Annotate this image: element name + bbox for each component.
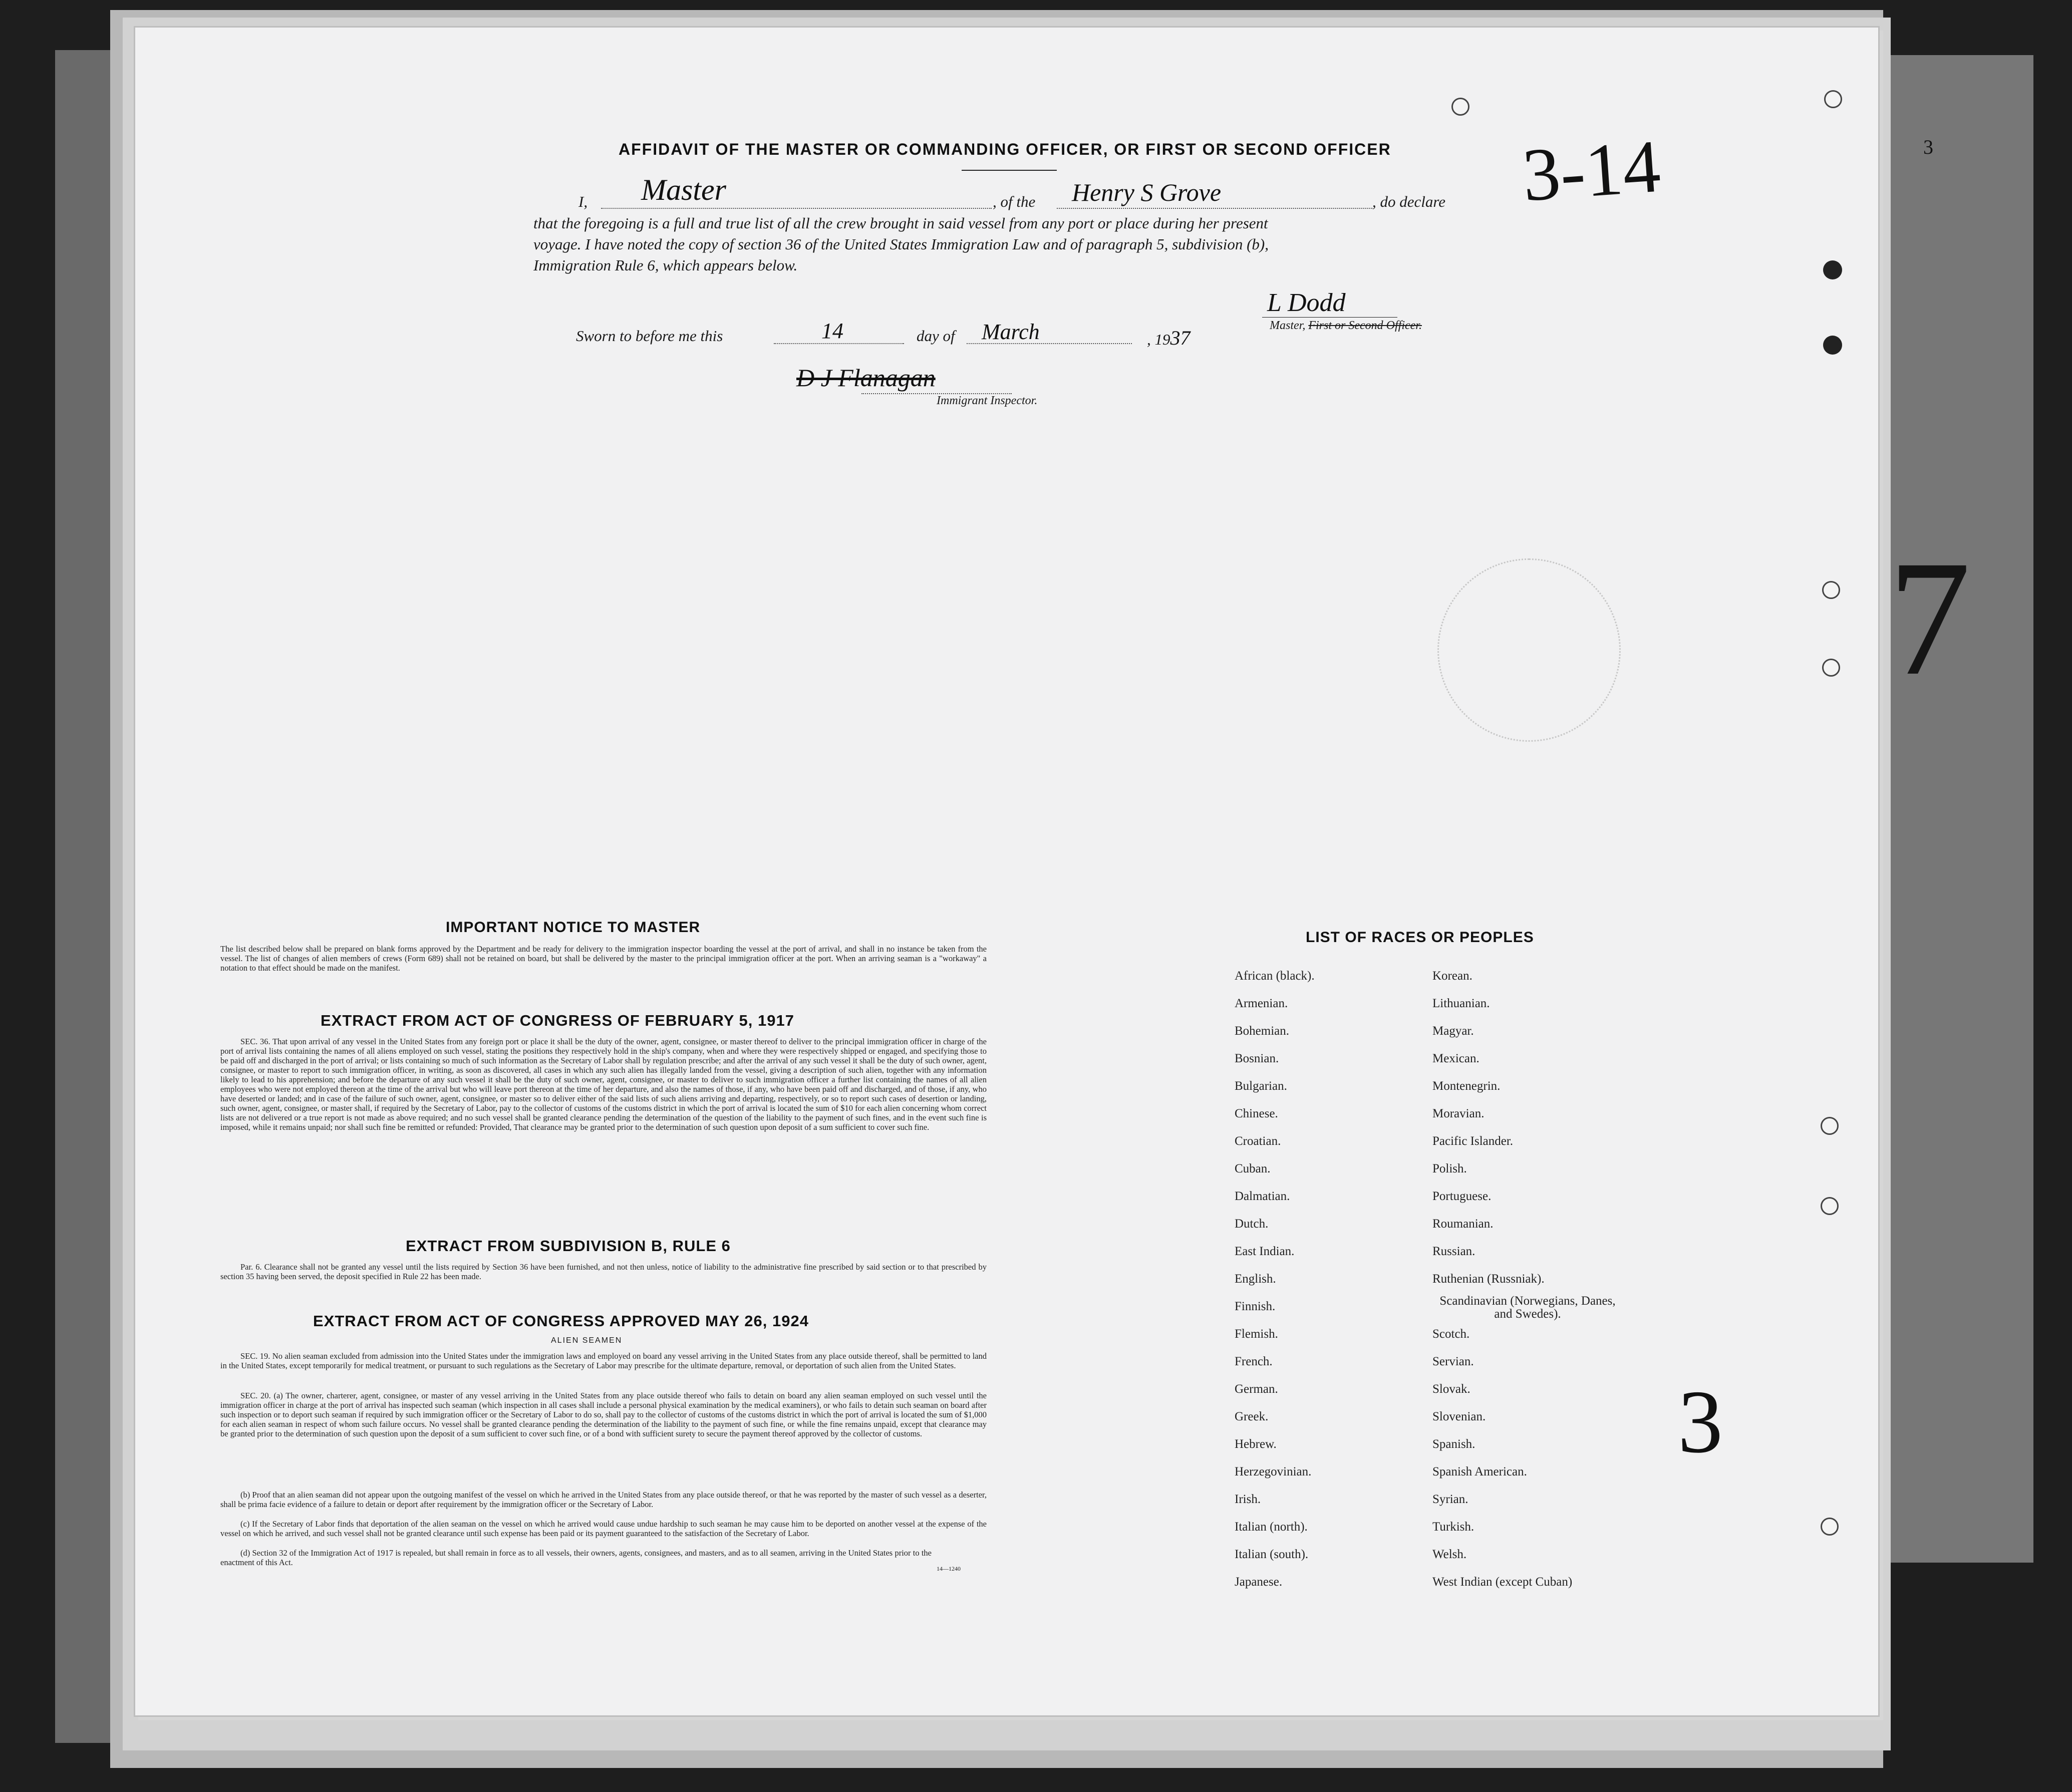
notice-body: The list described below shall be prepared on blank forms approved by the Department and be ready for delivery to the immigration inspector boarding the vessel at the port of arrival, and shall in no instance be taken from the vessel. The list of changes of alien members of crews (Form 689) shall not be retained on board, but shall be delivered by the master to the principal immigration officer at the port. When an arriving seaman is a "workaway" a notation to that effect should be made on the manifest. <box>220 944 987 973</box>
race-left: Croatian. <box>1235 1134 1281 1148</box>
race-left: Dutch. <box>1235 1217 1269 1231</box>
race-right: West Indian (except Cuban) <box>1432 1575 1573 1589</box>
binder-hole <box>1821 1117 1839 1135</box>
race-left: Italian (north). <box>1235 1520 1308 1534</box>
extract-1924-title: EXTRACT FROM ACT OF CONGRESS APPROVED MAY 26, 1924 <box>313 1312 809 1330</box>
race-left: Cuban. <box>1235 1162 1271 1175</box>
year-suffix: 37 <box>1170 327 1191 349</box>
race-right: Syrian. <box>1432 1492 1468 1506</box>
extract-1924-sec20a: SEC. 20. (a) The owner, charterer, agent, consignee, or master of any vessel arriving in the United States from any place outside thereof who fails to detain on board any alien seaman employed on such vessel until the immigration officer in charge at the port of arrival has inspected such seaman (which inspection in all cases shall include a personal physical examination by the medical examiners), or who fails to detain such seaman on board after such inspection or to deport such seaman if required by such immigration officer or the Secretary of Labor to do so, shall pay to the collector of customs of the customs district in which the port of arrival is located the sum of $1,000 for each alien seaman in respect of whom such failure occurs. No vessel shall be granted clearance pending the determination of the liability to the payment of such fine, or while the fine remains unpaid, except that clearance may be granted prior to the determination of such question upon the deposit of a sum sufficient to cover such fine, or of a bond with sufficient surety to secure the payment thereof approved by the collector of customs. <box>220 1391 987 1438</box>
signer-caption-struck: First or Second Officer. <box>1308 319 1422 332</box>
sworn-label: Sworn to before me this <box>576 327 723 345</box>
race-right: Roumanian. <box>1432 1217 1494 1231</box>
race-right: Scotch. <box>1432 1327 1470 1341</box>
race-right: Moravian. <box>1432 1107 1485 1120</box>
title-rule <box>962 170 1057 171</box>
race-left: French. <box>1235 1355 1273 1368</box>
race-right: Korean. <box>1432 969 1472 983</box>
extract-1924-subtitle: ALIEN SEAMEN <box>551 1336 623 1345</box>
race-left: Hebrew. <box>1235 1437 1277 1451</box>
vessel-field-line <box>1057 208 1372 209</box>
race-right: Spanish. <box>1432 1437 1475 1451</box>
race-left: Herzegovinian. <box>1235 1465 1312 1478</box>
affidavit-i-label: I, <box>578 193 588 210</box>
races-title: LIST OF RACES OR PEOPLES <box>1306 929 1534 946</box>
race-right: Spanish American. <box>1432 1465 1527 1478</box>
race-left: Bohemian. <box>1235 1024 1290 1038</box>
binder-hole <box>1824 90 1842 108</box>
race-left: Armenian. <box>1235 997 1288 1010</box>
affidavit-line-3: voyage. I have noted the copy of section 36 of the United States Immigration Law and of paragraph 5, subdivision (b), <box>533 235 1269 253</box>
of-the-label: , of the <box>993 193 1036 210</box>
signature-line <box>1262 317 1397 318</box>
extract-1924-sec20d: (d) Section 32 of the Immigration Act of 1917 is repealed, but shall remain in force as to all vessels, their owners, agents, consignees, and masters, and as to all seamen, arriving in the United States prior to the enactment of this Act. <box>220 1548 932 1567</box>
race-left: Dalmatian. <box>1235 1189 1290 1203</box>
race-right: Turkish. <box>1432 1520 1474 1534</box>
affidavit-title: AFFIDAVIT OF THE MASTER OR COMMANDING OFFICER, OR FIRST OR SECOND OFFICER <box>619 140 1391 158</box>
affidavit-line-2: that the foregoing is a full and true list of all the crew brought in said vessel from any port or place during her present <box>533 214 1268 232</box>
race-right: Scandinavian (Norwegians, Danes, and Swedes). <box>1439 1294 1616 1321</box>
race-right: Montenegrin. <box>1432 1079 1501 1093</box>
inspector-signature: D J Flanagan <box>796 364 936 392</box>
master-handwritten: Master <box>641 173 726 206</box>
race-right: Russian. <box>1432 1245 1475 1258</box>
race-left: Chinese. <box>1235 1107 1278 1120</box>
race-left: Greek. <box>1235 1410 1269 1423</box>
form-number: 14—1240 <box>937 1565 961 1572</box>
race-left: German. <box>1235 1382 1278 1396</box>
signer-caption-master: Master, <box>1270 319 1306 332</box>
extract-rule6-title: EXTRACT FROM SUBDIVISION B, RULE 6 <box>406 1237 731 1255</box>
binder-hole <box>1823 336 1842 355</box>
day-of-label: day of <box>917 327 955 345</box>
binder-hole <box>1821 1197 1839 1215</box>
race-right: Magyar. <box>1432 1024 1474 1038</box>
race-right: Servian. <box>1432 1355 1474 1368</box>
race-left: Irish. <box>1235 1492 1261 1506</box>
annotation-bottom: 3 <box>1678 1372 1723 1471</box>
master-field-line <box>601 208 992 209</box>
binder-hole <box>1821 1518 1839 1536</box>
race-right: Mexican. <box>1432 1052 1479 1065</box>
race-left: Italian (south). <box>1235 1548 1309 1561</box>
seal-stamp <box>1437 558 1621 742</box>
race-left: Finnish. <box>1235 1300 1276 1313</box>
notice-title: IMPORTANT NOTICE TO MASTER <box>446 919 701 936</box>
race-right: Portuguese. <box>1432 1189 1492 1203</box>
binder-hole <box>1822 581 1840 599</box>
race-right: Welsh. <box>1432 1548 1467 1561</box>
extract-1917-body: SEC. 36. That upon arrival of any vessel in the United States from any foreign port or place it shall be the duty of the owner, agent, consignee, or master thereof to deliver to the principal immigration officer in charge of the port of arrival lists containing the names of all aliens employed on such vessel, stating the positions they respectively hold in the ship's company, when and where they were respectively shipped or engaged, and specifying those to be paid off and discharged in the port of arrival; or lists containing so much of such information as the Secretary of Labor shall by regulation prescribe; and after the arrival of any such vessel it shall be the duty of such owner, agent, consignee, or master to report to such immigration officer, in writing, as soon as discovered, all cases in which any such alien has illegally landed from the vessel, giving a description of such alien, together with any information likely to lead to his apprehension; and before the departure of any such vessel it shall be the duty of such owner, agent, consignee, or master to deliver to such immigration officer a further list containing the names of all alien employees who were not employed thereon at the time of the arrival but who will leave port thereon at the time of her departure, and also the names of those, if any, who have been paid off and discharged, and of those, if any, who have deserted or landed; and in case of the failure of such owner, agent, consignee, or master so to deliver either of the said lists of such aliens arriving and departing, respectively, or so to report such cases of desertion or landing, such owner, agent, consignee, or master shall, if required by the Secretary of Labor, pay to the collector of customs of the customs district in which the port of arrival is located the sum of $10 for each alien concerning whom correct lists are not delivered or a true report is not made as above required; and no such vessel shall be granted clearance pending the determination of the question of the liability to the payment of such fines, and in the event such fine is imposed, while it remains unpaid; nor shall such fine be remitted or refunded: Provided, That clearance may be granted prior to the determination of such question upon deposit of a sum sufficient to cover such fine. <box>220 1037 987 1132</box>
binder-hole <box>1823 260 1842 279</box>
race-right: Pacific Islander. <box>1432 1134 1514 1148</box>
race-right: Slovak. <box>1432 1382 1470 1396</box>
sworn-month: March <box>982 320 1040 344</box>
race-left: Bosnian. <box>1235 1052 1279 1065</box>
race-right: Ruthenian (Russniak). <box>1432 1272 1545 1286</box>
binder-hole <box>1822 659 1840 677</box>
vessel-handwritten: Henry S Grove <box>1072 178 1222 206</box>
affidavit-line-4: Immigration Rule 6, which appears below. <box>533 256 798 274</box>
master-signature: L Dodd <box>1267 288 1346 317</box>
manifest-page <box>135 28 1971 1715</box>
race-left: African (black). <box>1235 969 1315 983</box>
inspector-caption: Immigrant Inspector. <box>937 394 1038 407</box>
race-left: Flemish. <box>1235 1327 1278 1341</box>
race-left: Japanese. <box>1235 1575 1283 1589</box>
annotation-corner: 3 <box>1923 136 1933 158</box>
race-left: English. <box>1235 1272 1276 1286</box>
extract-rule6-body: Par. 6. Clearance shall not be granted any vessel until the lists required by Section 36 have been furnished, and not then unless, notice of liability to the administrative fine prescribed by said section or to that prescribed by section 35 having been served, the deposit specified in Rule 22 has been made. <box>220 1262 987 1281</box>
race-right: Polish. <box>1432 1162 1467 1175</box>
race-right: Lithuanian. <box>1432 997 1490 1010</box>
do-declare-label: , do declare <box>1372 193 1446 210</box>
extract-1924-sec20b: (b) Proof that an alien seaman did not appear upon the outgoing manifest of the vessel on which he arrived in the United States from any place outside thereof, or that he was reported by the master of such vessel as a deserter, shall be prima facie evidence of a failure to detain or deport after requirement by the immigration officer or the Secretary of Labor. <box>220 1490 987 1509</box>
sworn-year <box>1147 326 1191 350</box>
race-right: Slovenian. <box>1432 1410 1486 1423</box>
annotation-top-right: 3-14 <box>1520 124 1663 217</box>
extract-1924-sec20c: (c) If the Secretary of Labor finds that deportation of the alien seaman on the vessel on which he arrived would cause undue hardship to such seaman he may cause him to be deported on another vessel at the expense of the vessel on which he arrived, and such vessel shall not be granted clearance until such expense has been paid or its payment guaranteed to the satisfaction of the Secretary of Labor. <box>220 1519 987 1538</box>
sworn-day: 14 <box>821 319 843 343</box>
race-left: East Indian. <box>1235 1245 1295 1258</box>
binder-hole <box>1451 98 1469 116</box>
annotation-large-digit: 7 <box>1888 527 1971 710</box>
race-left: Bulgarian. <box>1235 1079 1287 1093</box>
signer-caption <box>1270 319 1422 333</box>
year-prefix: , 19 <box>1147 331 1170 348</box>
extract-1917-title: EXTRACT FROM ACT OF CONGRESS OF FEBRUARY 5, 1917 <box>321 1012 794 1029</box>
extract-1924-sec19: SEC. 19. No alien seaman excluded from admission into the United States under the immigration laws and employed on board any vessel arriving in the United States from any place outside thereof, shall be permitted to land in the United States, except temporarily for medical treatment, or pursuant to such regulations as the Secretary of Labor may prescribe for the ultimate departure, removal, or deportation of such alien from the United States. <box>220 1351 987 1370</box>
